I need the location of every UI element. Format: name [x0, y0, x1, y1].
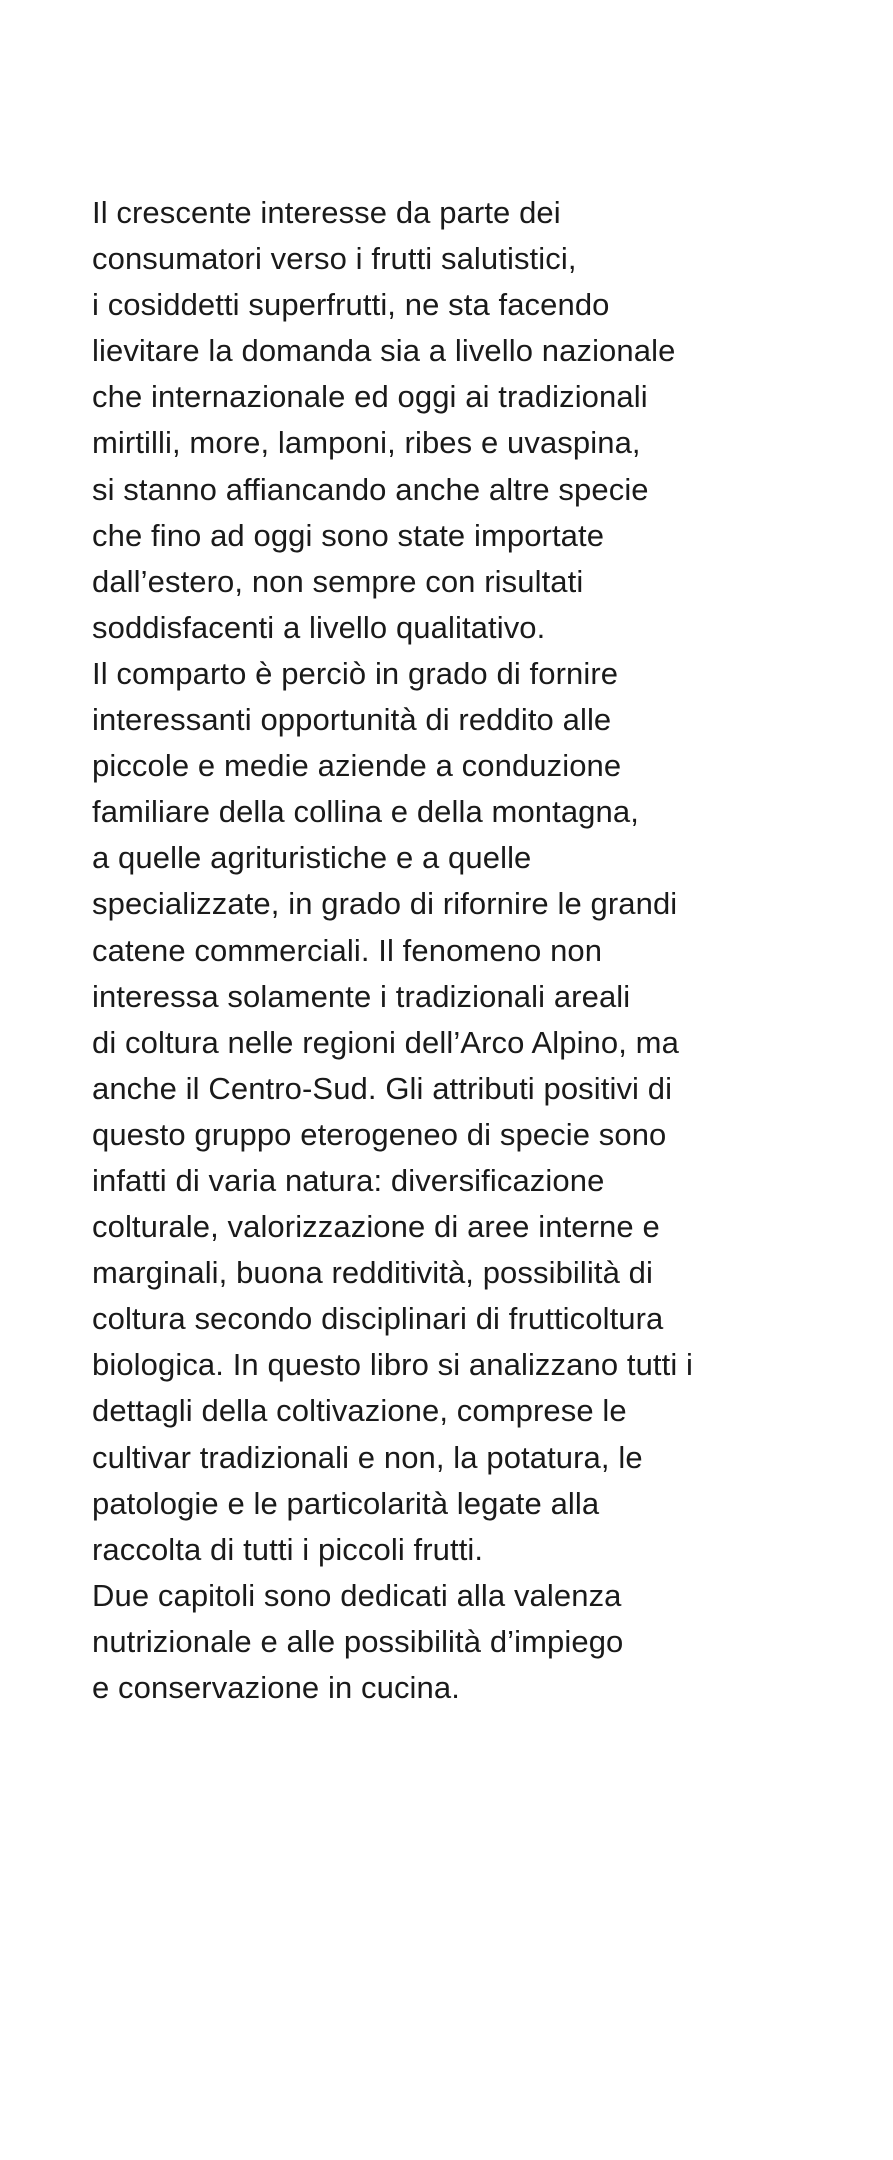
text-line: consumatori verso i frutti salutistici, [92, 241, 577, 277]
text-line: e conservazione in cucina. [92, 1670, 460, 1705]
text-line: patologie e le particolarità legate alla [92, 1485, 600, 1521]
blurb-paragraph [92, 190, 872, 1711]
text-line: anche il Centro-Sud. Gli attributi positivi di [92, 1070, 673, 1106]
text-line: lievitare la domanda sia a livello nazionale [92, 333, 676, 369]
text-line: Due capitoli sono dedicati alla valenza [92, 1577, 622, 1613]
text-line: di coltura nelle regioni dell’Arco Alpino, ma [92, 1024, 679, 1060]
text-line: nutrizionale e alle possibilità d’impiego [92, 1623, 624, 1659]
text-line: piccole e medie aziende a conduzione [92, 748, 622, 784]
text-line: mirtilli, more, lamponi, ribes e uvaspina, [92, 425, 641, 461]
text-line: specializzate, in grado di rifornire le grandi [92, 886, 678, 922]
text-line: a quelle agrituristiche e a quelle [92, 840, 532, 876]
text-line: cultivar tradizionali e non, la potatura, le [92, 1439, 643, 1475]
text-line: biologica. In questo libro si analizzano tutti i [92, 1347, 694, 1383]
text-line: coltura secondo disciplinari di frutticoltura [92, 1301, 664, 1337]
text-line: catene commerciali. Il fenomeno non [92, 932, 603, 968]
text-line: Il comparto è perciò in grado di fornire [92, 655, 619, 691]
text-line: Il crescente interesse da parte dei [92, 195, 561, 230]
text-line: colturale, valorizzazione di aree interne e [92, 1209, 660, 1245]
text-line: interessa solamente i tradizionali areali [92, 978, 631, 1014]
text-line: dettagli della coltivazione, comprese le [92, 1393, 627, 1429]
text-line: che internazionale ed oggi ai tradizionali [92, 379, 648, 415]
text-line: dall’estero, non sempre con risultati [92, 563, 584, 599]
text-line: marginali, buona redditività, possibilità di [92, 1255, 653, 1291]
text-line: i cosiddetti superfrutti, ne sta facendo [92, 287, 610, 323]
text-line: familiare della collina e della montagna, [92, 794, 639, 830]
text-line: si stanno affiancando anche altre specie [92, 471, 649, 507]
text-line: che fino ad oggi sono state importate [92, 517, 605, 553]
text-line: interessanti opportunità di reddito alle [92, 702, 612, 738]
text-line: questo gruppo eterogeneo di specie sono [92, 1116, 667, 1152]
text-line: raccolta di tutti i piccoli frutti. [92, 1531, 484, 1567]
text-line: infatti di varia natura: diversificazione [92, 1162, 605, 1198]
text-line: soddisfacenti a livello qualitativo. [92, 609, 546, 645]
